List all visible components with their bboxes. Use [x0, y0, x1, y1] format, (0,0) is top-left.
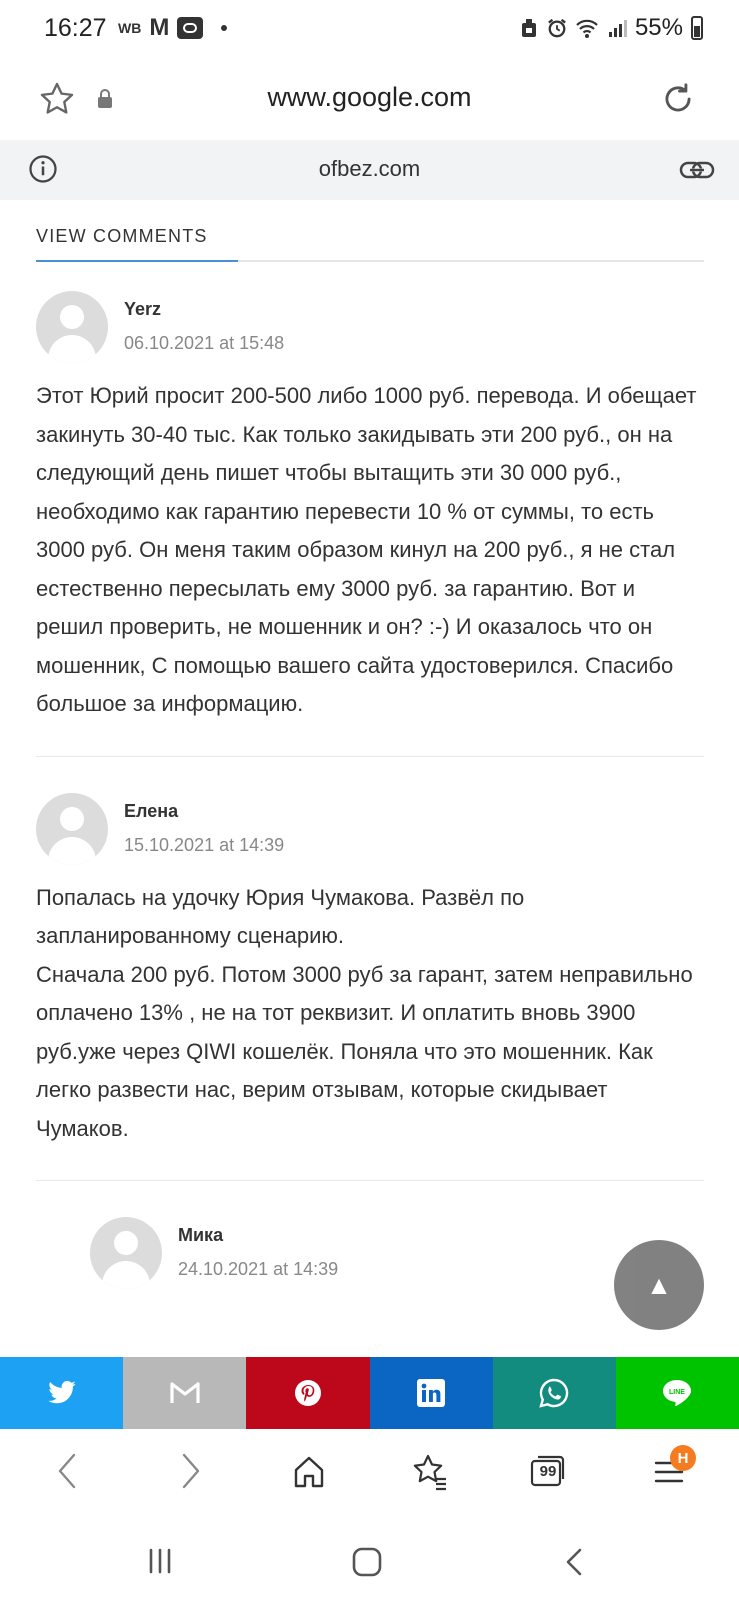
comment [36, 291, 704, 724]
status-bar [0, 0, 739, 62]
forward-icon[interactable] [176, 1451, 206, 1491]
site-domain: ofbez.com [318, 156, 421, 181]
linkedin-icon [417, 1379, 445, 1407]
line-icon-label: LINE [669, 1389, 686, 1396]
recents-icon[interactable] [146, 1547, 174, 1575]
back-nav-icon[interactable] [564, 1547, 584, 1577]
home-icon[interactable] [290, 1453, 328, 1491]
comment-header [36, 793, 704, 865]
tabs-button[interactable] [530, 1453, 566, 1491]
avatar [36, 793, 108, 865]
comment-text: Этот Юрий просит 200-500 либо 1000 руб. перевода. И обещает закинуть 30-40 тыс. Как только закидывать эти 200 руб., он на следующий день пишет чтобы вытащить эти 30 000 руб., необходимо как гарантию перевести 10 % от суммы, то есть 3000 руб. Он меня таким образом кинул на 200 руб., я не стал естественно пересылать ему 3000 руб. за гарантию. Вот и решил проверить, не мошенник и он? :-) И оказалось что он мошенник, С помощью вашего сайта удостоверился. Спасибо большое за информацию. [36, 383, 697, 716]
comments-section [36, 200, 704, 1289]
view-comments-tab[interactable]: VIEW COMMENTS [36, 226, 208, 246]
signal-icon [607, 17, 627, 39]
browser-toolbar [0, 1429, 739, 1519]
comment-header [36, 291, 704, 363]
battery-icon [691, 16, 703, 40]
share-line-button[interactable] [616, 1357, 739, 1429]
nfc-icon [519, 17, 539, 39]
share-twitter-button[interactable] [0, 1357, 123, 1429]
comment-date[interactable]: 06.10.2021 at 15:48 [124, 333, 285, 353]
line-icon [661, 1378, 693, 1408]
more-notifications-dot-icon [221, 25, 227, 31]
view-comments-underline [36, 260, 704, 262]
share-linkedin-button[interactable] [370, 1357, 493, 1429]
comment-author: Елена [124, 800, 179, 821]
comment-author: Мика [178, 1225, 224, 1245]
wifi-icon [575, 17, 599, 39]
pinterest-icon [293, 1378, 323, 1408]
tab-count: 99 [539, 1463, 557, 1480]
comment [36, 793, 704, 1149]
menu-button[interactable] [654, 1449, 689, 1487]
url-bar [0, 62, 739, 138]
whatsapp-icon [538, 1377, 570, 1409]
comment-date[interactable]: 24.10.2021 at 14:39 [178, 1259, 339, 1279]
comment-text: Попалась на удочку Юрия Чумакова. Развёл по запланированному сценарию. Сначала 200 руб. Потом 3000 руб за гарант, затем неправильно оплачено 13% , не на тот реквизит. И оплатить вновь 3900 руб.уже через QIWI кошелёк. Поняла что это мошенник. Как легко развести нас, верим отзывам, которые скидывает Чумаков. [36, 884, 693, 1141]
status-right [519, 14, 703, 42]
avatar [36, 291, 108, 363]
scroll-to-top-button[interactable]: ▲ [614, 1240, 704, 1330]
mcdonalds-notification-icon: M [149, 14, 170, 41]
share-bar [0, 1357, 739, 1429]
site-bar [0, 140, 739, 200]
battery-percent: 55% [634, 14, 683, 41]
comment-author: Yerz [124, 299, 162, 319]
comment-date[interactable]: 15.10.2021 at 14:39 [124, 834, 285, 855]
url-text[interactable]: www.google.com [267, 82, 472, 112]
menu-notification-badge: H [670, 1445, 696, 1471]
avatar [90, 1217, 162, 1289]
share-gmail-button[interactable] [123, 1357, 246, 1429]
status-left-icons [118, 16, 227, 40]
comment-divider [36, 1180, 704, 1181]
android-navigation-bar [0, 1519, 739, 1600]
bookmarks-icon[interactable] [410, 1453, 450, 1491]
status-time: 16:27 [44, 14, 107, 42]
share-pinterest-button[interactable] [246, 1357, 369, 1429]
share-whatsapp-button[interactable] [493, 1357, 616, 1429]
home-button-icon[interactable] [352, 1547, 382, 1577]
wb-notification-icon: WB [118, 20, 142, 36]
comment-header [90, 1217, 704, 1289]
comment-divider [36, 756, 704, 757]
comment-reply [90, 1217, 704, 1289]
link-icon[interactable] [679, 156, 715, 184]
back-icon[interactable] [52, 1451, 82, 1491]
twitter-icon [47, 1380, 77, 1406]
reload-icon[interactable] [659, 80, 697, 118]
gmail-icon [169, 1381, 201, 1405]
alarm-icon [547, 17, 567, 39]
app-notification-icon [177, 17, 203, 39]
